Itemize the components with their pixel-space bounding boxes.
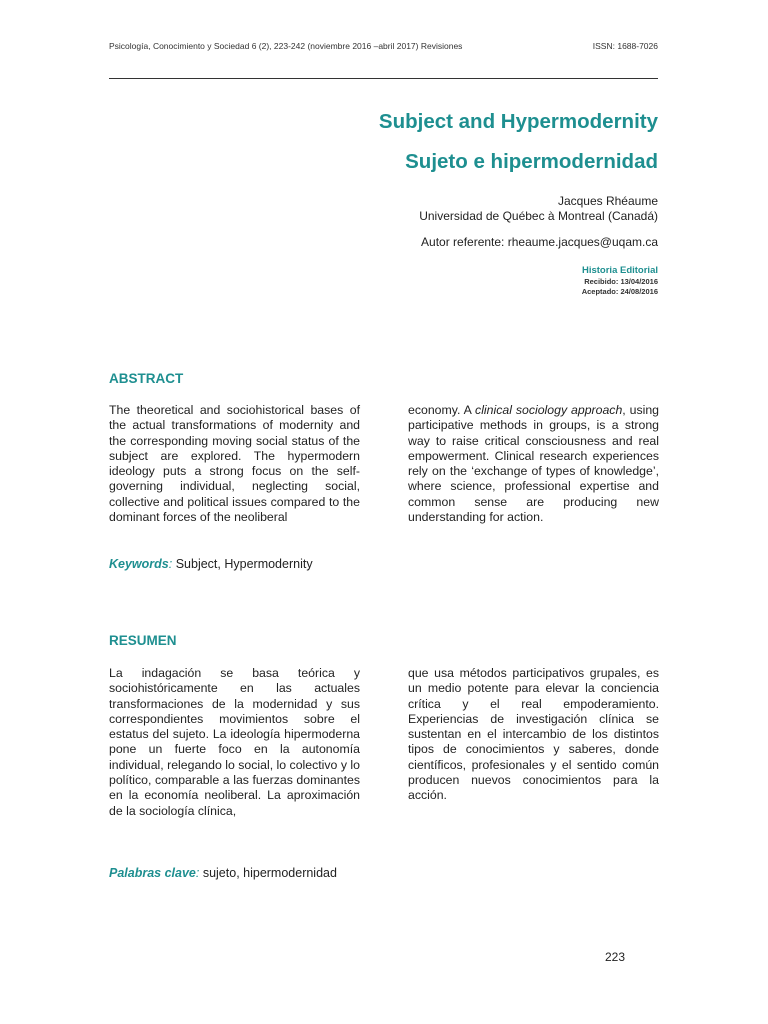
header-divider xyxy=(109,78,658,79)
history-title: Historia Editorial xyxy=(581,265,658,276)
received-date: Recibido: 13/04/2016 xyxy=(584,277,658,286)
abstract-emphasis: clinical sociology approach xyxy=(475,403,623,417)
paper-title: Subject and Hypermodernity xyxy=(378,110,658,133)
editorial-history xyxy=(582,265,658,297)
abstract-heading: ABSTRACT xyxy=(109,371,184,386)
author-contact: Autor referente: rheaume.jacques@uqam.ca xyxy=(421,235,658,249)
issn: ISSN: 1688-7026 xyxy=(592,41,658,51)
page-number: 223 xyxy=(605,950,626,964)
resumen-heading: RESUMEN xyxy=(109,633,177,648)
abstract-column-2-start: economy. A xyxy=(408,403,476,417)
author-name: Jacques Rhéaume xyxy=(557,194,658,208)
keywords-label: Keywords xyxy=(109,557,169,571)
abstract-column-1: The theoretical and sociohistorical bases of the actual transformations of modernity and the corresponding moving social status of the subject are explored. The hypermodern ideology puts a strong focus on the self-governing individual, neglecting social, collective and political issues compared to the dominant forces of the neoliberal xyxy=(109,403,360,525)
author-block xyxy=(419,194,658,224)
author-affiliation: Universidad de Québec à Montreal (Canadá) xyxy=(419,209,658,223)
resumen-keywords xyxy=(109,866,337,880)
abstract-column-2-end: , using participative methods in groups, is a strong way to raise critical consciousness and real empowerment. Clinical research experiences rely on the ‘exchange of types of knowledge’, where science, professional expertise and common sense are producing new understanding for action. xyxy=(408,403,660,525)
keywords-value: Subject, Hypermodernity xyxy=(172,557,313,571)
abstract-keywords xyxy=(109,557,313,571)
resumen-column-2: que usa métodos participativos grupales, es un medio potente para elevar la conciencia crítica y el real empoderamiento. Experiencias de investigación clínica se sustentan en el intercambio de los distintos tipos de conocimientos y saberes, donde científicos, profesionales y el sentido común producen nuevos conocimientos para la acción. xyxy=(408,666,659,803)
accepted-date: Aceptado: 24/08/2016 xyxy=(581,287,658,296)
paper-subtitle: Sujeto e hipermodernidad xyxy=(405,150,658,173)
palabras-clave-colon: : xyxy=(195,866,200,880)
resumen-column-1: La indagación se basa teórica y sociohistóricamente en las actuales transformaciones de la modernidad y sus correspondientes movimientos sobre el estatus del sujeto. La ideología hipermoderna pone un fuerte foco en la autonomía individual, relegando lo social, lo colectivo y lo político, comparable a las fuerzas dominantes en la economía neoliberal. La aproximación de la sociología clínica, xyxy=(109,666,360,818)
abstract-column-2 xyxy=(408,403,659,525)
palabras-clave-value: sujeto, hipermodernidad xyxy=(199,866,337,880)
keywords-colon: : xyxy=(168,557,173,571)
palabras-clave-label: Palabras clave xyxy=(109,866,196,880)
journal-citation: Psicología, Conocimiento y Sociedad 6 (2), 223-242 (noviembre 2016 –abril 2017) Revisiones xyxy=(109,41,463,51)
